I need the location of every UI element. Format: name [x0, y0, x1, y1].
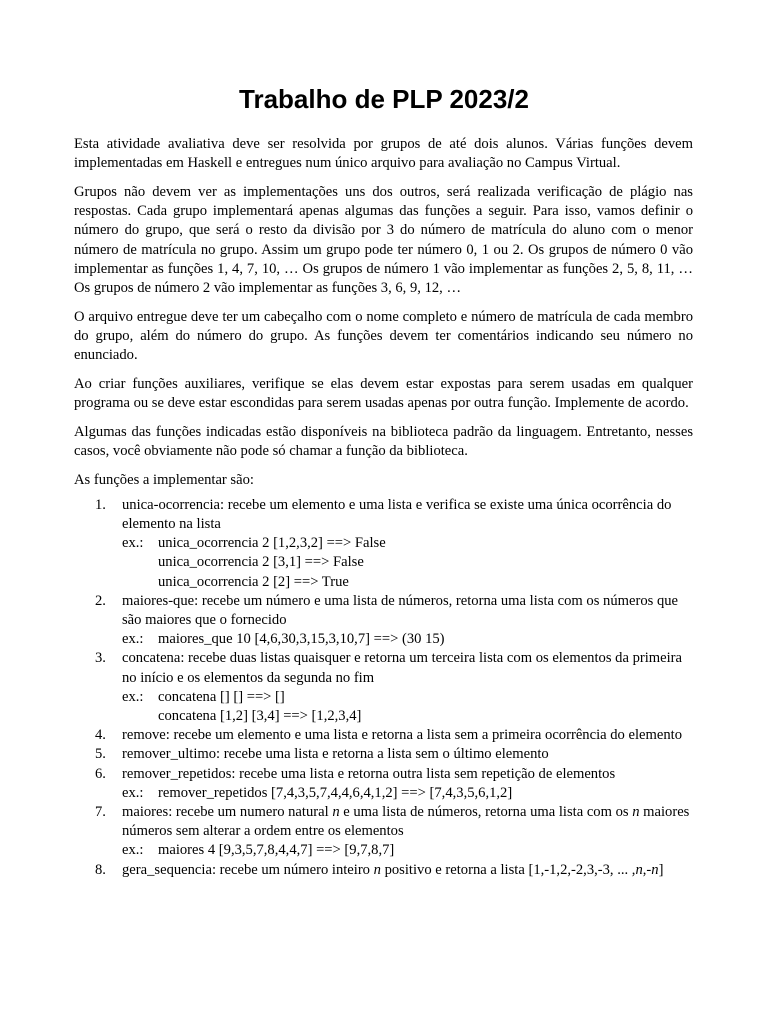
document-body [74, 135, 693, 880]
example-line: unica_ocorrencia 2 [3,1] ==> False [158, 554, 364, 571]
list-item [74, 803, 693, 861]
variable-n: n [373, 861, 381, 878]
variable-n: n [635, 861, 643, 878]
item-number: 4. [95, 727, 106, 744]
paragraph-list-intro: As funções a implementar são: [74, 471, 254, 488]
paragraph-groups: Grupos não devem ver as implementações uns dos outros, será realizada verificação de plágio nas respostas. Cada grupo implementará apenas algumas das funções a seguir. Para isso, vamos definir o número do grupo, que será o resto da divisão por 3 do número de matrícula do aluno com o menor número de matrícula no grupo. Assim um grupo pode ter número 0, 1 ou 2. Os grupos de número 0 vão implementar as funções 1, 4, 7, 10, … Os grupos de número 1 vão implementar as funções 2, 5, 8, 11, … Os grupos de número 2 vão implementar as funções 3, 6, 9, 12, … [74, 183, 693, 296]
example-block [122, 688, 693, 726]
example-label: ex.: [122, 842, 144, 859]
item-description: remove: recebe um elemento e uma lista e retorna a lista sem a primeira ocorrência do elemento [122, 727, 682, 744]
list-item [74, 745, 693, 764]
example-block [122, 534, 693, 592]
page-title: Trabalho de PLP 2023/2 [239, 84, 529, 114]
example-label: ex.: [122, 784, 144, 801]
paragraph-library: Algumas das funções indicadas estão disponíveis na biblioteca padrão da linguagem. Entretanto, nesses casos, você obviamente não pode só chamar a função da biblioteca. [74, 423, 693, 459]
item-description: concatena: recebe duas listas quaisquer e retorna um terceira lista com os elementos da primeira no início e os elementos da segunda no fim [122, 650, 682, 686]
list-item [74, 592, 693, 650]
example-line: unica_ocorrencia 2 [2] ==> True [158, 573, 349, 590]
list-item [74, 496, 693, 592]
paragraph-intro: Esta atividade avaliativa deve ser resolvida por grupos de até dois alunos. Várias funções devem implementadas em Haskell e entregues num único arquivo para avaliação no Campus Virtual. [74, 136, 693, 172]
example-line: remover_repetidos [7,4,3,5,7,4,4,6,4,1,2] ==> [7,4,3,5,6,1,2] [158, 784, 513, 801]
function-list [74, 496, 693, 880]
item-description: remover_repetidos: recebe uma lista e retorna outra lista sem repetição de elementos [122, 765, 616, 782]
item-description: maiores-que: recebe um número e uma lista de números, retorna uma lista com os números que são maiores que o fornecido [122, 592, 679, 628]
item-number: 1. [95, 496, 106, 513]
item-description [122, 861, 693, 880]
item-number: 7. [95, 804, 106, 820]
description-text: positivo e retorna a lista [1,-1,2,-2,3,-3, ... , [380, 861, 636, 878]
example-block [122, 784, 693, 803]
example-label: ex.: [122, 688, 144, 705]
list-item [74, 726, 693, 745]
list-item [74, 861, 693, 880]
item-description: unica-ocorrencia: recebe um elemento e uma lista e verifica se existe uma única ocorrência do elemento na lista [122, 496, 672, 532]
item-number: 8. [95, 861, 106, 878]
example-line: concatena [1,2] [3,4] ==> [1,2,3,4] [158, 707, 362, 724]
description-text: maiores: recebe um numero natural [122, 804, 333, 820]
variable-n: n [651, 861, 659, 878]
item-number: 3. [95, 650, 106, 667]
example-label: ex.: [122, 631, 144, 648]
example-line: maiores 4 [9,3,5,7,8,4,4,7] ==> [9,7,8,7] [158, 842, 395, 859]
example-label: ex.: [122, 535, 144, 552]
description-text: ,- [642, 861, 652, 878]
paragraph-auxiliary: Ao criar funções auxiliares, verifique se elas devem estar expostas para serem usadas em qualquer programa ou se deve estar escondidas para serem usadas apenas por outra função. Implemente de acordo. [74, 375, 693, 411]
paragraph-header: O arquivo entregue deve ter um cabeçalho com o nome completo e número de matrícula de cada membro do grupo, além do número do grupo. As funções devem ter comentários indicando seu número no enunciado. [74, 308, 693, 364]
variable-n: n [332, 804, 340, 820]
example-block [122, 841, 693, 860]
list-item [74, 765, 693, 803]
description-text: ] [658, 861, 664, 878]
description-text: e uma lista de números, retorna uma lista com os [339, 804, 633, 820]
item-description [122, 803, 693, 841]
example-line: concatena [] [] ==> [] [158, 688, 285, 705]
list-item [74, 649, 693, 726]
example-line: maiores_que 10 [4,6,30,3,15,3,10,7] ==> (30 15) [158, 631, 445, 648]
example-line: unica_ocorrencia 2 [1,2,3,2] ==> False [158, 535, 386, 552]
variable-n: n [632, 804, 640, 820]
example-block [122, 630, 693, 649]
description-text: maiores números sem alterar a ordem entre os elementos [122, 804, 690, 840]
item-description: remover_ultimo: recebe uma lista e retorna a lista sem o último elemento [122, 746, 549, 763]
item-number: 2. [95, 592, 106, 609]
description-text: gera_sequencia: recebe um número inteiro [122, 861, 374, 878]
item-number: 6. [95, 765, 106, 782]
item-number: 5. [95, 746, 106, 763]
